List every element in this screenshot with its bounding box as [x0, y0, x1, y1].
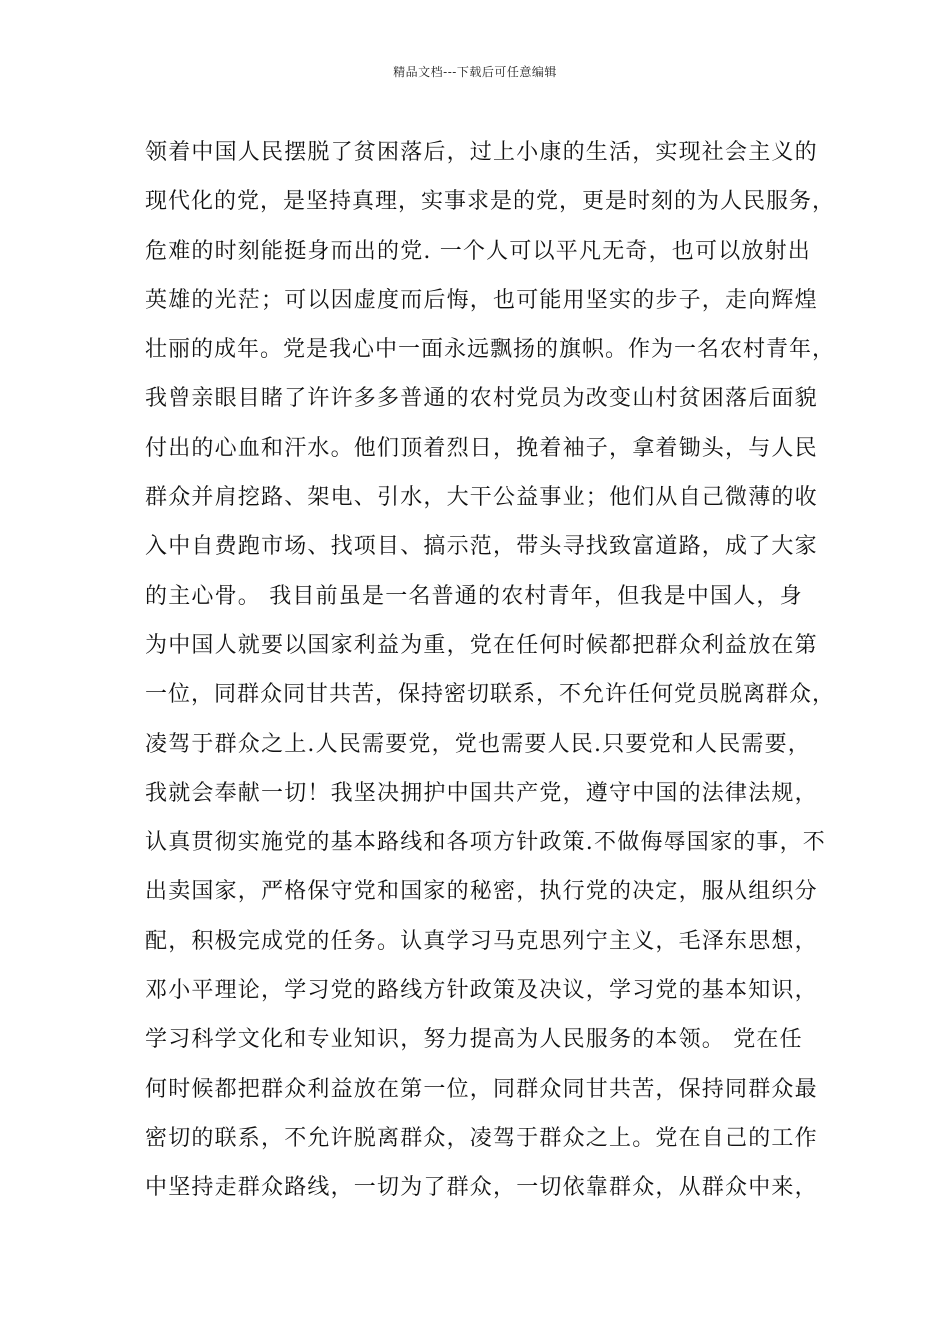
- text-line: 领着中国人民摆脱了贫困落后，过上小康的生活，实现社会主义的: [145, 140, 818, 165]
- text-line: 付出的心血和汗水。他们顶着烈日，挽着袖子，拿着锄头，与人民: [145, 435, 818, 461]
- text-line: 为中国人就要以国家利益为重，党在任何时候都把群众利益放在第: [145, 632, 818, 658]
- text-line: 群众并肩挖路、架电、引水，大干公益事业；他们从自己微薄的收: [145, 485, 818, 511]
- text-line: 认真贯彻实施党的基本路线和各项方针政策.不做侮辱国家的事，不: [145, 830, 826, 856]
- text-line: 入中自费跑市场、找项目、搞示范，带头寻找致富道路，成了大家: [145, 534, 818, 560]
- text-line: 壮丽的成年。党是我心中一面永远飘扬的旗帜。作为一名农村青年，: [145, 337, 836, 363]
- text-line: 现代化的党，是坚持真理，实事求是的党，更是时刻的为人民服务，: [145, 189, 836, 215]
- page-header: 精品文档---下载后可任意编辑: [393, 65, 557, 79]
- text-line: 凌驾于群众之上.人民需要党，党也需要人民.只要党和人民需要，: [145, 731, 811, 757]
- text-line: 邓小平理论，学习党的路线方针政策及决议，学习党的基本知识，: [145, 978, 818, 1004]
- text-line: 的主心骨。 我目前虽是一名普通的农村青年，但我是中国人，身: [145, 583, 803, 609]
- text-line: 何时候都把群众利益放在第一位，同群众同甘共苦，保持同群众最: [145, 1076, 818, 1102]
- text-line: 出卖国家，严格保守党和国家的秘密，执行党的决定，服从组织分: [145, 879, 818, 905]
- text-line: 配，积极完成党的任务。认真学习马克思列宁主义，毛泽东思想，: [145, 928, 818, 954]
- text-line: 我就会奉献一切！我坚决拥护中国共产党，遵守中国的法律法规，: [145, 780, 818, 806]
- text-line: 中坚持走群众路线，一切为了群众，一切依靠群众，从群众中来，: [145, 1175, 818, 1201]
- text-line: 英雄的光茫；可以因虚度而后悔，也可能用坚实的步子，走向辉煌: [145, 287, 818, 313]
- text-line: 危难的时刻能挺身而出的党. 一个人可以平凡无奇，也可以放射出: [145, 238, 811, 264]
- text-line: 一位，同群众同甘共苦，保持密切联系，不允许任何党员脱离群众，: [145, 682, 836, 708]
- text-line: 我曾亲眼目睹了许许多多普通的农村党员为改变山村贫困落后面貌: [145, 386, 818, 412]
- text-line: 学习科学文化和专业知识，努力提高为人民服务的本领。 党在任: [145, 1027, 803, 1053]
- text-line: 密切的联系，不允许脱离群众，凌驾于群众之上。党在自己的工作: [145, 1125, 818, 1151]
- body-text: [145, 128, 835, 1213]
